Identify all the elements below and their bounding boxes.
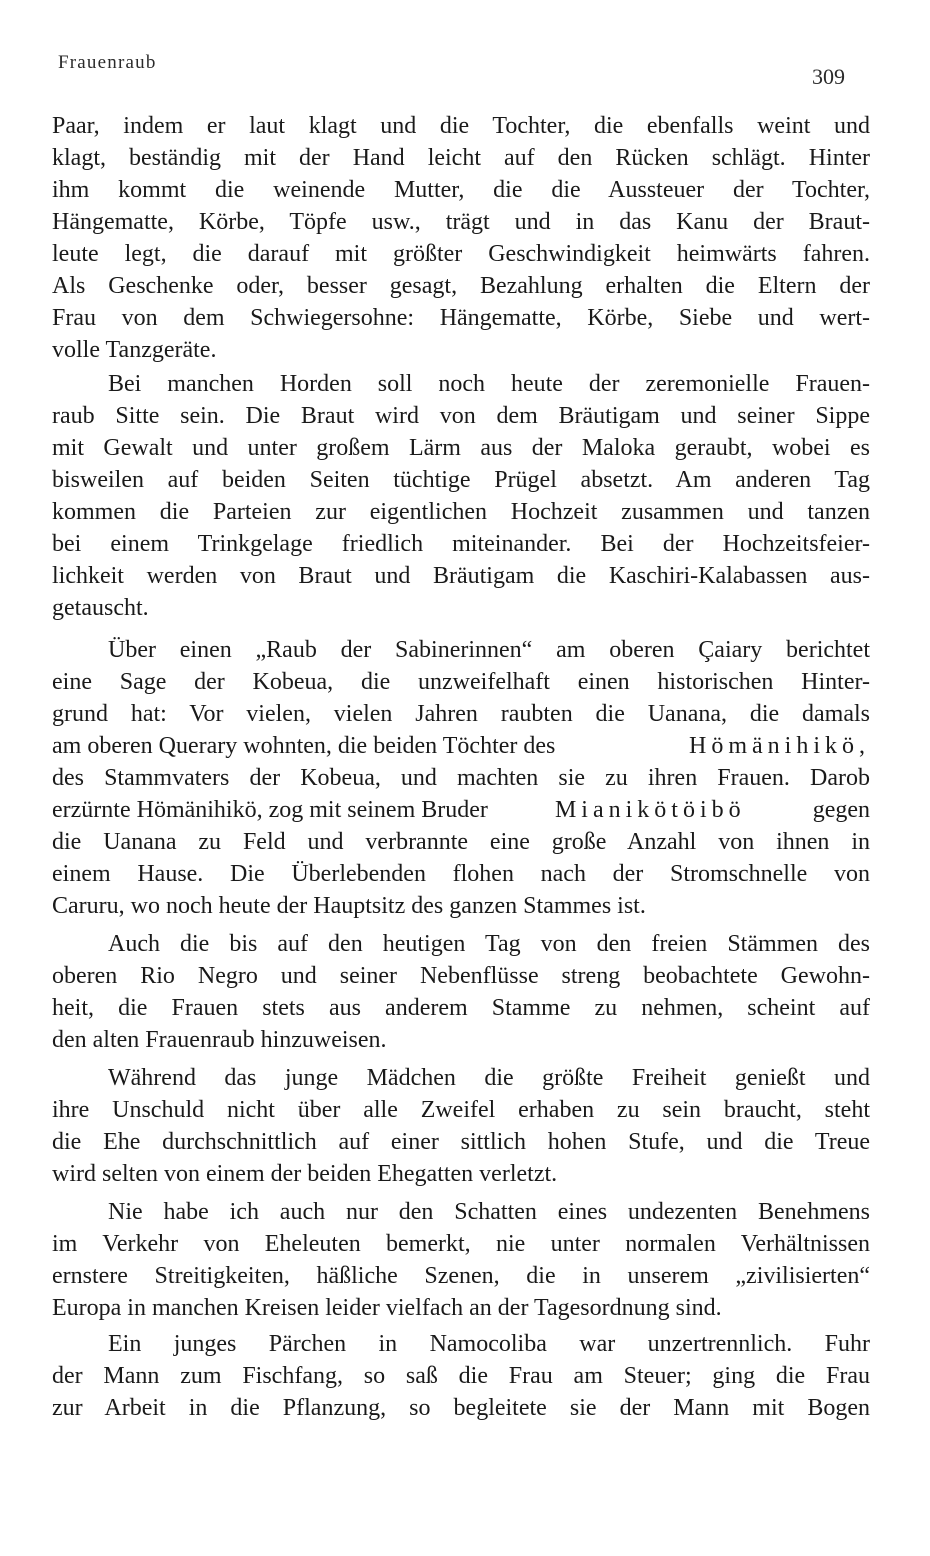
text-line: die Ehe durchschnittlich auf einer sittlich hohen Stufe, und die Treue <box>52 1129 870 1155</box>
text-line: eine Sage der Kobeua, die unzweifelhaft einen historischen Hinter- <box>52 669 870 695</box>
text-line: ihm kommt die weinende Mutter, die die Aussteuer der Tochter, <box>52 177 870 203</box>
text-line: Ein junges Pärchen in Namocoliba war unzertrennlich. Fuhr <box>108 1331 870 1357</box>
text-line: wird selten von einem der beiden Ehegatten verletzt. <box>52 1161 558 1187</box>
text-segment: erzürnte Hömänihikö, zog mit seinem Bruder <box>52 797 488 823</box>
text-line: zur Arbeit in die Pflanzung, so begleitete sie der Mann mit Bogen <box>52 1395 870 1421</box>
spaced-name: Hömänihikö, <box>689 733 870 759</box>
text-line: klagt, beständig mit der Hand leicht auf den Rücken schlägt. Hinter <box>52 145 870 171</box>
text-line: volle Tanzgeräte. <box>52 337 217 363</box>
text-line-with-spaced-name <box>52 730 870 762</box>
text-line: die Uanana zu Feld und verbrannte eine große Anzahl von ihnen in <box>52 829 870 855</box>
text-line: ernstere Streitigkeiten, häßliche Szenen, die in unserem „zivilisierten“ <box>52 1263 870 1289</box>
text-segment: am oberen Querary wohnten, die beiden Töchter des <box>52 733 556 759</box>
text-line: Paar, indem er laut klagt und die Tochter, die ebenfalls weint und <box>52 113 870 139</box>
text-line: Europa in manchen Kreisen leider vielfach an der Tagesordnung sind. <box>52 1295 722 1321</box>
text-line: bei einem Trinkgelage friedlich miteinander. Bei der Hochzeitsfeier- <box>52 531 870 557</box>
text-line: getauscht. <box>52 595 149 621</box>
text-line: Während das junge Mädchen die größte Freiheit genießt und <box>108 1065 870 1091</box>
text-line-with-spaced-name <box>52 794 870 826</box>
running-title: Frauenraub <box>58 52 157 73</box>
text-line: bisweilen auf beiden Seiten tüchtige Prügel absetzt. Am anderen Tag <box>52 467 870 493</box>
text-line: den alten Frauenraub hinzuweisen. <box>52 1027 387 1053</box>
page-number: 309 <box>812 64 845 89</box>
text-line: Als Geschenke oder, besser gesagt, Bezahlung erhalten die Eltern der <box>52 273 870 299</box>
text-line: grund hat: Vor vielen, vielen Jahren raubten die Uanana, die damals <box>52 701 870 727</box>
text-line: der Mann zum Fischfang, so saß die Frau am Steuer; ging die Frau <box>52 1363 870 1389</box>
text-line: Caruru, wo noch heute der Hauptsitz des ganzen Stammes ist. <box>52 893 646 919</box>
text-line: oberen Rio Negro und seiner Nebenflüsse streng beobachtete Gewohn- <box>52 963 870 989</box>
text-line: lichkeit werden von Braut und Bräutigam die Kaschiri-Kalabassen aus- <box>52 563 870 589</box>
spaced-name: Mianikötöibö <box>554 797 746 823</box>
text-line: ihre Unschuld nicht über alle Zweifel erhaben zu sein braucht, steht <box>52 1097 870 1123</box>
text-line: heit, die Frauen stets aus anderem Stamme zu nehmen, scheint auf <box>52 995 870 1021</box>
text-line: Bei manchen Horden soll noch heute der zeremonielle Frauen- <box>108 371 870 397</box>
text-line: Hängematte, Körbe, Töpfe usw., trägt und in das Kanu der Braut- <box>52 209 870 235</box>
text-line: einem Hause. Die Überlebenden flohen nach der Stromschnelle von <box>52 861 870 887</box>
text-line: kommen die Parteien zur eigentlichen Hochzeit zusammen und tanzen <box>52 499 870 525</box>
text-segment: gegen <box>812 797 870 823</box>
text-line: Frau von dem Schwiegersohne: Hängematte, Körbe, Siebe und wert- <box>52 305 870 331</box>
text-line: Auch die bis auf den heutigen Tag von den freien Stämmen des <box>108 931 870 957</box>
text-line: des Stammvaters der Kobeua, und machten sie zu ihren Frauen. Darob <box>52 765 870 791</box>
text-line: leute legt, die darauf mit größter Geschwindigkeit heimwärts fahren. <box>52 241 870 267</box>
text-line: raub Sitte sein. Die Braut wird von dem Bräutigam und seiner Sippe <box>52 403 870 429</box>
text-line: Nie habe ich auch nur den Schatten eines undezenten Benehmens <box>108 1199 870 1225</box>
text-line: mit Gewalt und unter großem Lärm aus der Maloka geraubt, wobei es <box>52 435 870 461</box>
text-line: Über einen „Raub der Sabinerinnen“ am oberen Çaiary berichtet <box>108 637 870 663</box>
text-line: im Verkehr von Eheleuten bemerkt, nie unter normalen Verhältnissen <box>52 1231 870 1257</box>
